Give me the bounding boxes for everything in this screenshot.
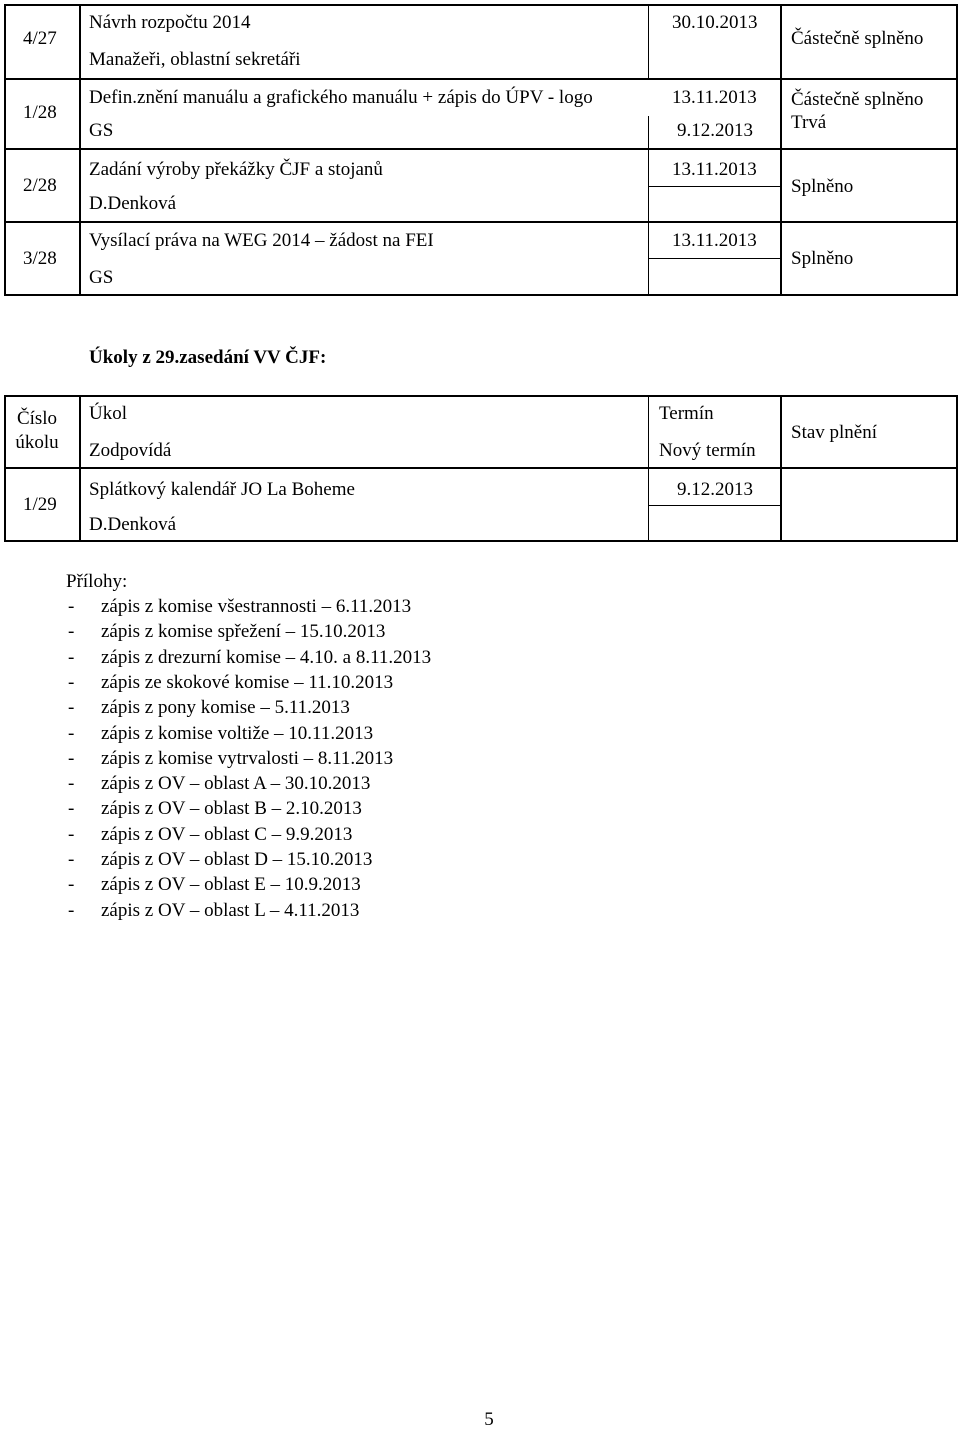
- list-bullet: -: [68, 748, 75, 769]
- table1-col-line-status: [780, 4, 782, 296]
- table1-date: 13.11.2013: [672, 87, 757, 108]
- table2-date: 9.12.2013: [677, 479, 753, 500]
- list-bullet: -: [68, 697, 75, 718]
- list-bullet: -: [68, 824, 75, 845]
- list-item: zápis z OV – oblast C – 9.9.2013: [101, 824, 353, 845]
- list-bullet: -: [68, 798, 75, 819]
- table1-row-number: 1/28: [23, 102, 57, 123]
- table1-task-text: Návrh rozpočtu 2014: [89, 12, 251, 33]
- list-bullet: -: [68, 647, 75, 668]
- table1-row-number: 2/28: [23, 175, 57, 196]
- table2-header-responsible: Zodpovídá: [89, 440, 172, 461]
- table1-row-number: 3/28: [23, 248, 57, 269]
- list-item: zápis z OV – oblast A – 30.10.2013: [101, 773, 371, 794]
- list-item: zápis z pony komise – 5.11.2013: [101, 697, 350, 718]
- table2-header-new-date: Nový termín: [659, 440, 756, 461]
- list-item: zápis z komise voltiže – 10.11.2013: [101, 723, 374, 744]
- table2-task-text: Splátkový kalendář JO La Boheme: [89, 479, 355, 500]
- list-item: zápis z komise vytrvalosti – 8.11.2013: [101, 748, 394, 769]
- list-bullet: -: [68, 672, 75, 693]
- table1-responsible-text: GS: [89, 267, 114, 288]
- list-item: zápis z OV – oblast L – 4.11.2013: [101, 900, 360, 921]
- table1-status: Částečně splněno: [791, 89, 924, 110]
- list-bullet: -: [68, 596, 75, 617]
- table1-row-line: [4, 221, 958, 223]
- table1-date-inner-line: [648, 258, 780, 259]
- table1-responsible-text: GS: [89, 120, 114, 141]
- table1-task-text: Vysílací práva na WEG 2014 – žádost na FEI: [89, 230, 434, 251]
- table2-header-number: úkolu: [15, 432, 59, 453]
- table1-status: Splněno: [791, 248, 854, 269]
- table1-status: Částečně splněno: [791, 28, 924, 49]
- section-heading: Úkoly z 29.zasedání VV ČJF:: [89, 347, 327, 368]
- table1-date-inner-line: [648, 186, 780, 187]
- list-item: zápis z komise spřežení – 15.10.2013: [101, 621, 386, 642]
- table2-header-line: [4, 467, 958, 469]
- list-item: zápis z OV – oblast D – 15.10.2013: [101, 849, 373, 870]
- table1-status: Splněno: [791, 176, 854, 197]
- table1-row-line: [4, 78, 958, 80]
- table1-task-text: Zadání výroby překážky ČJF a stojanů: [89, 159, 383, 180]
- page-number: 5: [484, 1409, 494, 1430]
- table2-header-task: Úkol: [89, 403, 127, 424]
- table1-col-line-date: [648, 116, 649, 296]
- table2-header-number: Číslo: [16, 408, 58, 429]
- table1-row-number: 4/27: [23, 28, 57, 49]
- list-bullet: -: [68, 723, 75, 744]
- table2-header-status: Stav plnění: [791, 422, 878, 443]
- table1-date: 13.11.2013: [672, 230, 757, 251]
- table1-date: 13.11.2013: [672, 159, 757, 180]
- list-bullet: -: [68, 874, 75, 895]
- table2-header-date: Termín: [659, 403, 714, 424]
- list-item: zápis z komise všestrannosti – 6.11.2013: [101, 596, 412, 617]
- list-bullet: -: [68, 621, 75, 642]
- table2-responsible-text: D.Denková: [89, 514, 177, 535]
- list-item: zápis z OV – oblast B – 2.10.2013: [101, 798, 362, 819]
- list-bullet: -: [68, 900, 75, 921]
- table1-status-note: Trvá: [791, 112, 827, 133]
- table1-col-line-date: [648, 4, 649, 80]
- list-item: zápis ze skokové komise – 11.10.2013: [101, 672, 394, 693]
- table1-new-date: 9.12.2013: [677, 120, 753, 141]
- table1-responsible-text: Manažeři, oblastní sekretáři: [89, 49, 301, 70]
- list-item: zápis z OV – oblast E – 10.9.2013: [101, 874, 361, 895]
- table1-row-line: [4, 148, 958, 150]
- list-item: zápis z drezurní komise – 4.10. a 8.11.2013: [101, 647, 432, 668]
- list-bullet: -: [68, 773, 75, 794]
- table2-row-number: 1/29: [23, 494, 57, 515]
- table1-task-text: Defin.znění manuálu a grafického manuálu + zápis do ÚPV - logo: [89, 87, 593, 108]
- list-bullet: -: [68, 849, 75, 870]
- attachments-title: Přílohy:: [66, 571, 128, 592]
- table1-responsible-text: D.Denková: [89, 193, 177, 214]
- table1-col-line-number: [79, 4, 81, 296]
- table1-date: 30.10.2013: [672, 12, 758, 33]
- table2-date-inner-line: [648, 505, 780, 506]
